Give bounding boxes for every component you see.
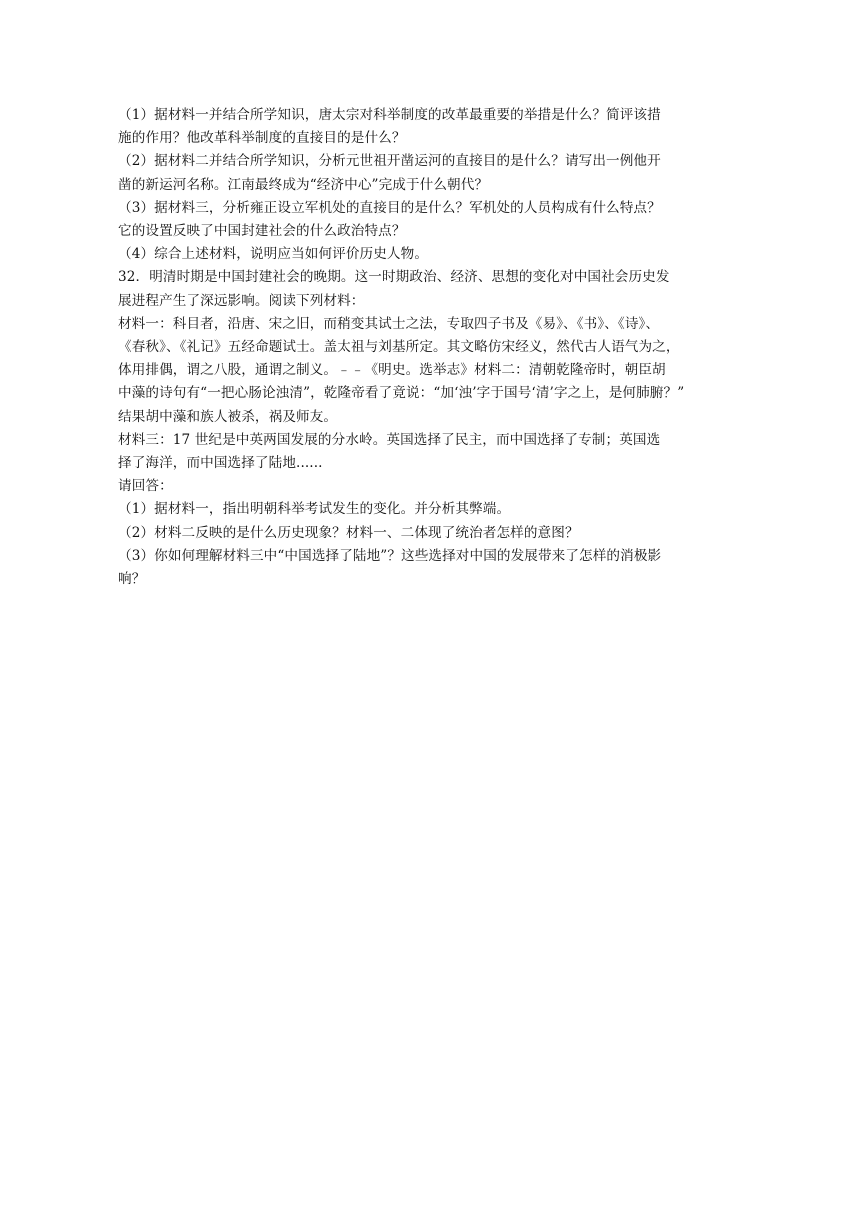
subquestion-line: 响？ [118,571,146,588]
material-line: 中藻的诗句有“一把心肠论浊清”，乾隆帝看了竟说：“加‘浊’字于国号‘清’字之上，是何肺腑？” [118,385,685,402]
text-line: （3）据材料三，分析雍正设立军机处的直接目的是什么？军机处的人员构成有什么特点？ [118,199,661,216]
text-line: （2）据材料二并结合所学知识，分析元世祖开凿运河的直接目的是什么？请写出一例他开 [118,153,661,170]
subquestion-line: （3）你如何理解材料三中“中国选择了陆地”？这些选择对中国的发展带来了怎样的消极影 [118,547,662,564]
subquestion-line: （1）据材料一，指出明朝科举考试发生的变化。并分析其弊端。 [118,501,511,518]
material-line: 体用排偶，谓之八股，通谓之制义。﹣﹣《明史。选举志》材料二：清朝乾隆帝时，朝臣胡 [118,362,666,379]
question-heading-line: 32．明清时期是中国封建社会的晚期。这一时期政治、经济、思想的变化对中国社会历史发 [118,269,670,286]
answer-prompt-line: 请回答： [118,478,173,495]
material-line: 材料一：科目者，沿唐、宋之旧，而稍变其试士之法，专取四子书及《易》、《书》、《诗》、 [118,315,660,332]
text-line: 凿的新运河名称。江南最终成为“经济中心”完成于什么朝代？ [118,176,489,193]
document-body [118,104,742,591]
text-line: 展进程产生了深远影响。阅读下列材料： [118,292,365,309]
material-line: 结果胡中藻和族人被杀，祸及师友。 [118,408,338,425]
material-line: 择了海洋，而中国选择了陆地...... [118,455,323,472]
text-line: （4）综合上述材料，说明应当如何评价历史人物。 [118,246,429,263]
material-line: 材料三：17 世纪是中英两国发展的分水岭。英国选择了民主，而中国选择了专制；英国选 [118,431,661,448]
material-line: 《春秋》、《礼记》五经命题试士。盖太祖与刘基所定。其文略仿宋经义，然代古人语气为之， [118,339,680,356]
text-line: 施的作用？他改革科举制度的直接目的是什么？ [118,130,406,147]
text-line: 它的设置反映了中国封建社会的什么政治特点？ [118,223,406,240]
subquestion-line: （2）材料二反映的是什么历史现象？材料一、二体现了统治者怎样的意图？ [118,524,579,541]
text-line: （1）据材料一并结合所学知识，唐太宗对科举制度的改革最重要的举措是什么？简评该措 [118,107,661,123]
